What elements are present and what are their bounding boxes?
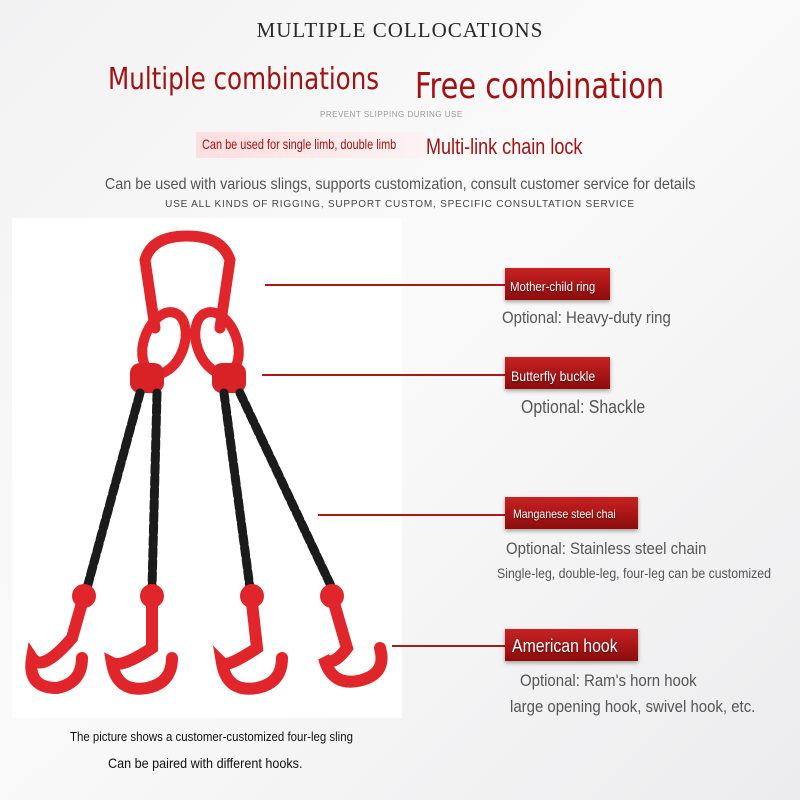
label-butterfly-buckle-text: Butterfly buckle (511, 368, 596, 384)
optional-stainless-chain: Optional: Stainless steel chain (506, 539, 707, 558)
various-slings-label: Can be used with various slings, supports customization, consult customer service for details (104, 176, 696, 193)
free-combination-title: Free combination (415, 66, 665, 107)
buckle-left (130, 363, 164, 393)
arrow-mother-child-ring (265, 284, 505, 286)
product-photo (12, 218, 402, 718)
multi-link-text: Multi-link chain lock (426, 134, 583, 159)
optional-shackle: Optional: Shackle (521, 397, 646, 417)
label-american-hook-text: American hook (512, 636, 618, 656)
multiple-combinations-title: Multiple combinations (108, 62, 380, 97)
prevent-slipping-text: PREVENT SLIPPING DURING USE (320, 110, 463, 119)
hook-types-note: large opening hook, swivel hook, etc. (510, 697, 756, 716)
use-all-text: USE ALL KINDS OF RIGGING, SUPPORT CUSTOM, SPECIFIC CONSULTATION SERVICE (165, 199, 635, 210)
section-heading: MULTIPLE COLLOCATIONS (256, 18, 544, 42)
four-leg-sling-illustration (12, 218, 402, 718)
buckle-right (212, 363, 246, 393)
leg-customization-note: Single-leg, double-leg, four-leg can be customized (497, 565, 771, 581)
label-manganese-chain-text: Manganese steel chai (513, 507, 616, 521)
photo-caption: The picture shows a customer-customized four-leg sling (70, 729, 353, 744)
optional-rams-horn-hook: Optional: Ram's horn hook (520, 671, 697, 690)
optional-heavy-duty-ring: Optional: Heavy-duty ring (502, 308, 671, 327)
hooks (31, 603, 381, 689)
arrow-butterfly-buckle (262, 374, 507, 376)
chain-legs (87, 393, 332, 588)
various-slings-text (0, 176, 800, 194)
arrow-american-hook (392, 645, 508, 647)
single-limb-text: Can be used for single limb, double limb (202, 136, 397, 152)
hook-links (72, 584, 344, 608)
hooks-caption: Can be paired with different hooks. (108, 755, 303, 771)
label-mother-child-ring-text: Mother-child ring (510, 279, 596, 294)
arrow-manganese-chain (318, 514, 506, 516)
